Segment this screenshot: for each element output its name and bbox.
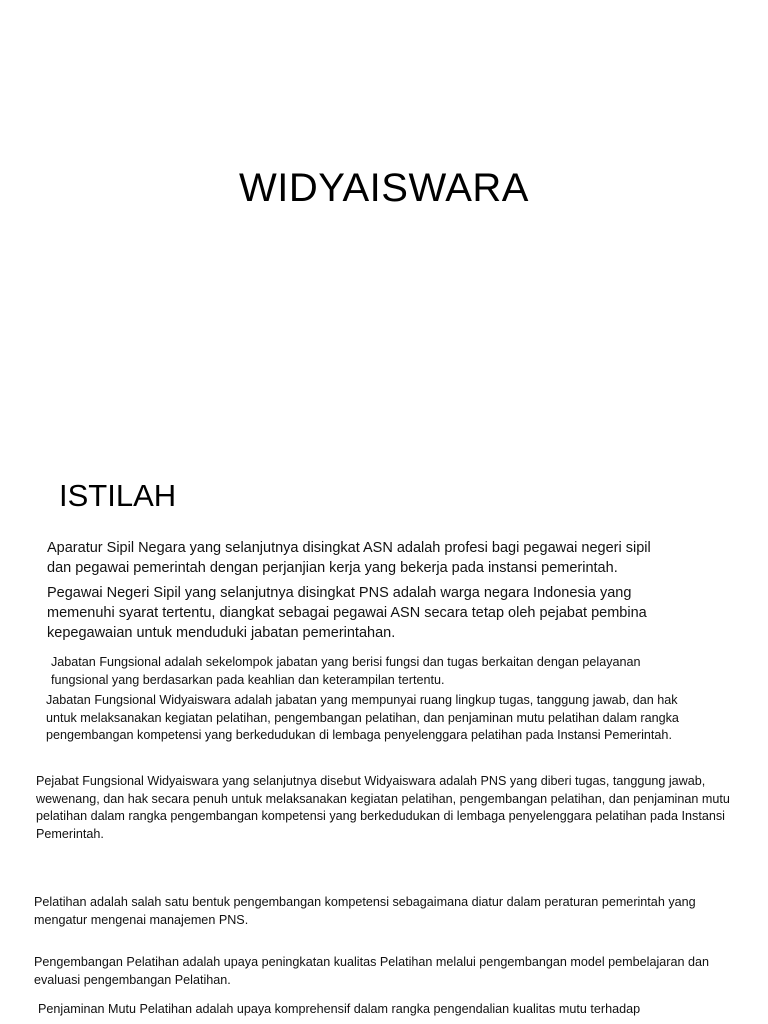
paragraph-pengembangan-pelatihan: Pengembangan Pelatihan adalah upaya peningkatan kualitas Pelatihan melalui pengembangan model pembelajaran dan evaluasi pengembangan Pelatihan. xyxy=(34,955,709,987)
paragraph-penjaminan-mutu: Penjaminan Mutu Pelatihan adalah upaya komprehensif dalam rangka pengendalian kualitas mutu terhadap xyxy=(38,1002,641,1016)
slide-title: WIDYAISWARA xyxy=(239,166,529,210)
paragraph-jabatan-fungsional-widyaiswara: Jabatan Fungsional Widyaiswara adalah jabatan yang mempunyai ruang lingkup tugas, tanggung jawab, dan hak untuk melaksanakan kegiatan pelatihan, pengembangan pelatihan, dan penjaminan mutu pelatihan dalam rangka pengembangan kompetensi yang berkedudukan di lembaga penyelenggara pelatihan pada Instansi Pemerintah. xyxy=(46,693,679,742)
paragraph-asn: Aparatur Sipil Negara yang selanjutnya disingkat ASN adalah profesi bagi pegawai negeri sipil dan pegawai pemerintah dengan perjanjian kerja yang bekerja pada instansi pemerintah. xyxy=(47,540,651,576)
paragraph-pelatihan: Pelatihan adalah salah satu bentuk pengembangan kompetensi sebagaimana diatur dalam peraturan pemerintah yang mengatur mengenai manajemen PNS. xyxy=(34,895,696,927)
paragraph-jabatan-fungsional: Jabatan Fungsional adalah sekelompok jabatan yang berisi fungsi dan tugas berkaitan dengan pelayanan fungsional yang berdasarkan pada keahlian dan keterampilan tertentu. xyxy=(51,655,641,687)
paragraph-pejabat-fungsional-widyaiswara: Pejabat Fungsional Widyaiswara yang selanjutnya disebut Widyaiswara adalah PNS yang diberi tugas, tanggung jawab, wewenang, dan hak secara penuh untuk melaksanakan kegiatan pelatihan, pengembangan pelatihan, dan penjaminan mutu pelatihan dalam rangka pengembangan kompetensi yang berkedudukan di lembaga penyelenggara pelatihan pada Instansi Pemerintah. xyxy=(36,774,730,841)
paragraph-pns: Pegawai Negeri Sipil yang selanjutnya disingkat PNS adalah warga negara Indonesia yang memenuhi syarat tertentu, diangkat sebagai pegawai ASN secara tetap oleh pejabat pembina kepegawaian untuk menduduki jabatan pemerintahan. xyxy=(47,585,647,641)
section-heading: ISTILAH xyxy=(59,478,177,513)
